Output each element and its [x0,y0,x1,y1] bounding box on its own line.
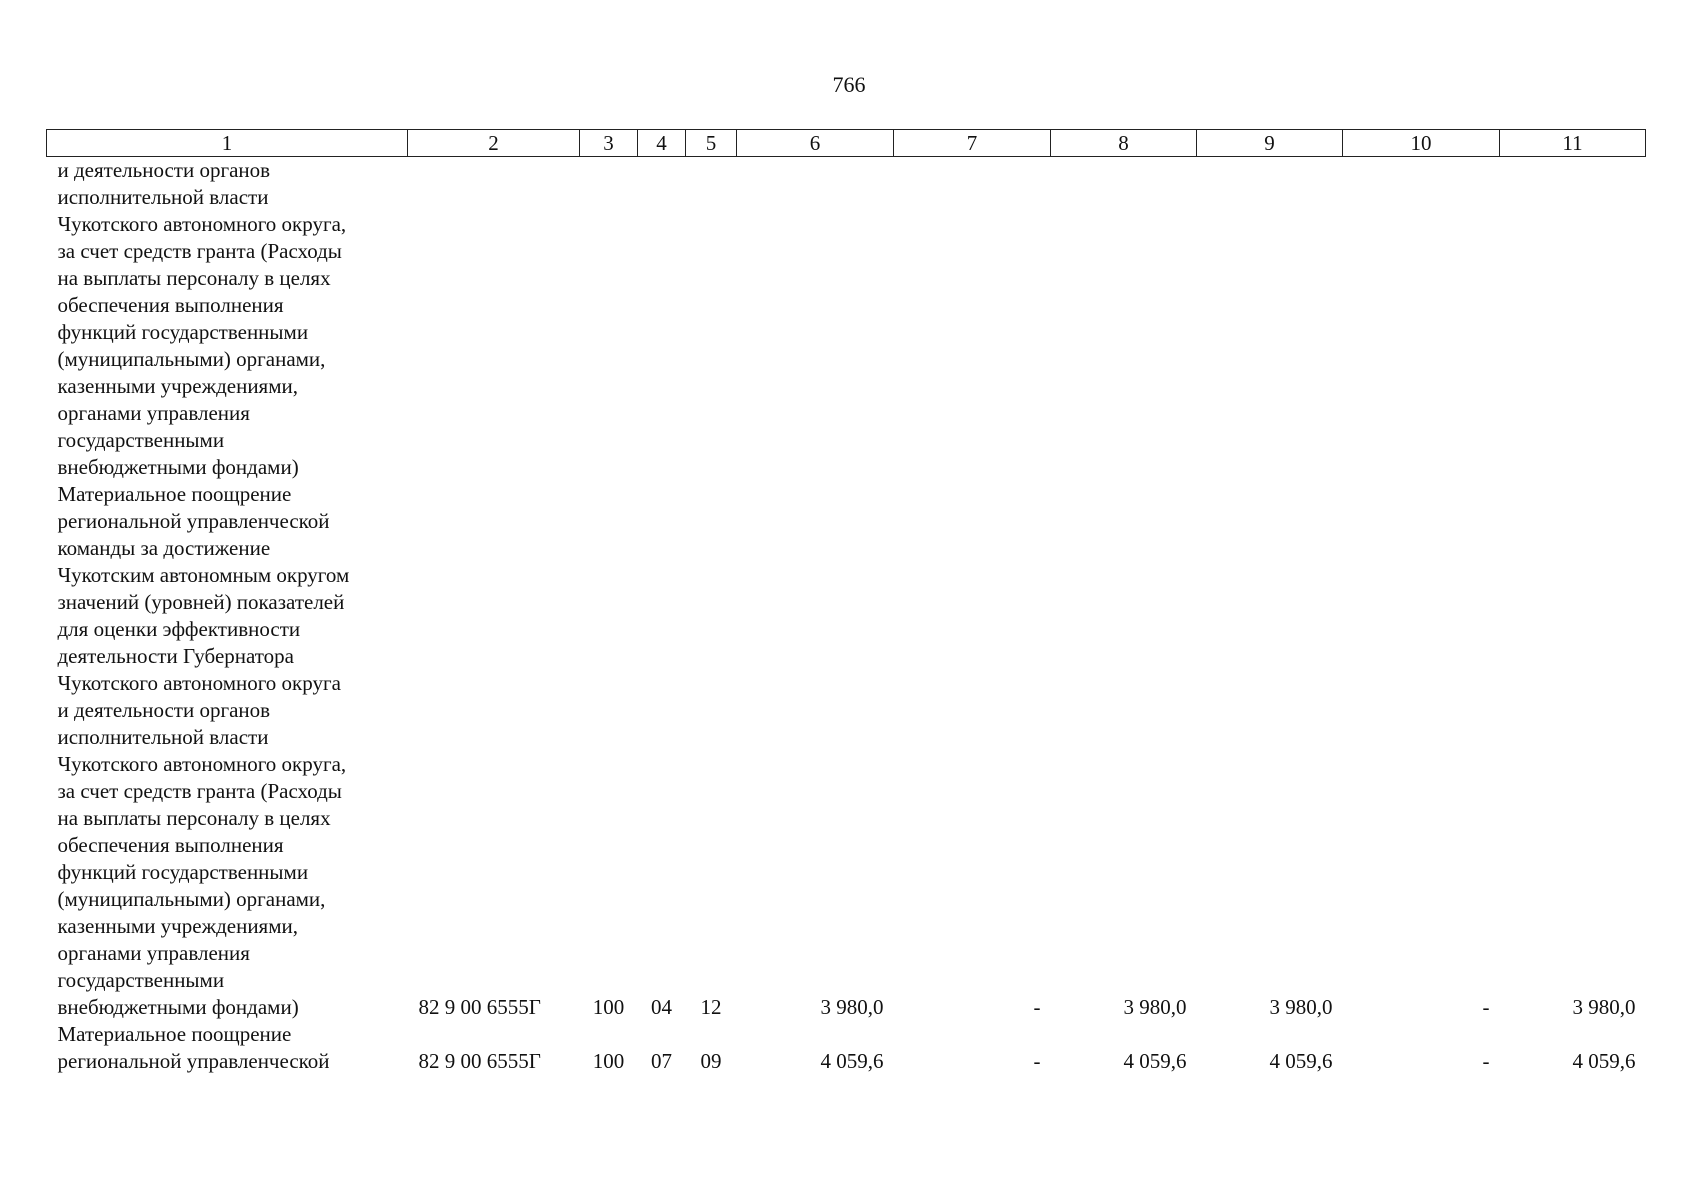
description-cell [47,481,408,1021]
amount-col-8-cell [1051,157,1197,482]
description-line: внебюджетными фондами) [57,455,299,479]
description-line: на выплаты персоналу в целях [57,806,331,830]
description-cell [47,1021,408,1075]
section-cell [638,157,686,482]
budget-code-cell [408,157,580,482]
amount-col-10-cell: - [1482,1049,1490,1073]
subsection-cell: 09 [700,1049,722,1073]
description-line: обеспечения выполнения [57,833,284,857]
table-body [47,157,1646,1076]
description-cell [47,157,408,482]
description-line: Чукотского автономного округа [57,671,341,695]
table-header [47,130,1646,157]
budget-table [46,129,1646,1075]
description-line: внебюджетными фондами) [57,995,299,1019]
amount-col-11-cell: 4 059,6 [1572,1049,1636,1073]
description-line: Чукотского автономного округа, [57,212,347,236]
amount-col-9-cell [1197,157,1343,482]
table-row [47,157,1646,482]
header-col-10: 10 [1343,130,1500,157]
description-line: государственными [57,968,225,992]
description-line: казенными учреждениями, [57,914,298,938]
description-line: исполнительной власти [57,725,269,749]
description-line: функций государственными [57,860,309,884]
amount-col-6-cell: 4 059,6 [820,1049,884,1073]
amount-col-9-cell: 3 980,0 [1269,995,1333,1019]
description-line: Материальное поощрение [57,482,292,506]
section-cell: 04 [651,995,672,1019]
description-line: (муниципальными) органами, [57,887,326,911]
description-line: исполнительной власти [57,185,269,209]
description-line: деятельности Губернатора [57,644,294,668]
amount-col-6-cell: 3 980,0 [820,995,884,1019]
section-cell: 07 [651,1049,672,1073]
subsection-cell [686,157,737,482]
description-line: органами управления [57,401,250,425]
description-line: функций государственными [57,320,309,344]
description-line: за счет средств гранта (Расходы [57,779,342,803]
amount-col-6-cell [737,157,894,482]
description-line: и деятельности органов [57,158,271,182]
description-line: команды за достижение [57,536,271,560]
expense-type-cell [580,157,638,482]
header-col-2: 2 [408,130,580,157]
header-col-1: 1 [47,130,408,157]
description-line: для оценки эффективности [57,617,301,641]
header-col-5: 5 [686,130,737,157]
description-line: значений (уровней) показателей [57,590,345,614]
header-col-7: 7 [894,130,1051,157]
amount-col-8-cell: 4 059,6 [1123,1049,1187,1073]
description-line: (муниципальными) органами, [57,347,326,371]
description-line: обеспечения выполнения [57,293,284,317]
amount-col-11-cell [1500,157,1646,482]
expense-type-cell: 100 [592,1049,625,1073]
description-line: региональной управленческой [57,1049,330,1073]
amount-col-7-cell [894,157,1051,482]
budget-code-cell: 82 9 00 6555Г [418,995,541,1019]
description-line: на выплаты персоналу в целях [57,266,331,290]
amount-col-8-cell: 3 980,0 [1123,995,1187,1019]
description-line: казенными учреждениями, [57,374,298,398]
description-line: за счет средств гранта (Расходы [57,239,342,263]
header-col-4: 4 [638,130,686,157]
description-line: государственными [57,428,225,452]
table-row [47,1021,1646,1075]
description-line: и деятельности органов [57,698,271,722]
header-col-3: 3 [580,130,638,157]
amount-col-11-cell: 3 980,0 [1572,995,1636,1019]
description-line: органами управления [57,941,250,965]
header-col-9: 9 [1197,130,1343,157]
budget-code-cell: 82 9 00 6555Г [418,1049,541,1073]
page-number: 766 [832,72,866,97]
expense-type-cell: 100 [592,995,625,1019]
amount-col-9-cell: 4 059,6 [1269,1049,1333,1073]
header-col-6: 6 [737,130,894,157]
amount-col-7-cell: - [1033,1049,1041,1073]
amount-col-10-cell: - [1482,995,1490,1019]
description-line: Материальное поощрение [57,1022,292,1046]
table-row [47,481,1646,1021]
description-line: Чукотского автономного округа, [57,752,347,776]
subsection-cell: 12 [700,995,722,1019]
description-line: региональной управленческой [57,509,330,533]
description-line: Чукотским автономным округом [57,563,350,587]
amount-col-7-cell: - [1033,995,1041,1019]
header-col-8: 8 [1051,130,1197,157]
header-col-11: 11 [1500,130,1646,157]
amount-col-10-cell [1343,157,1500,482]
